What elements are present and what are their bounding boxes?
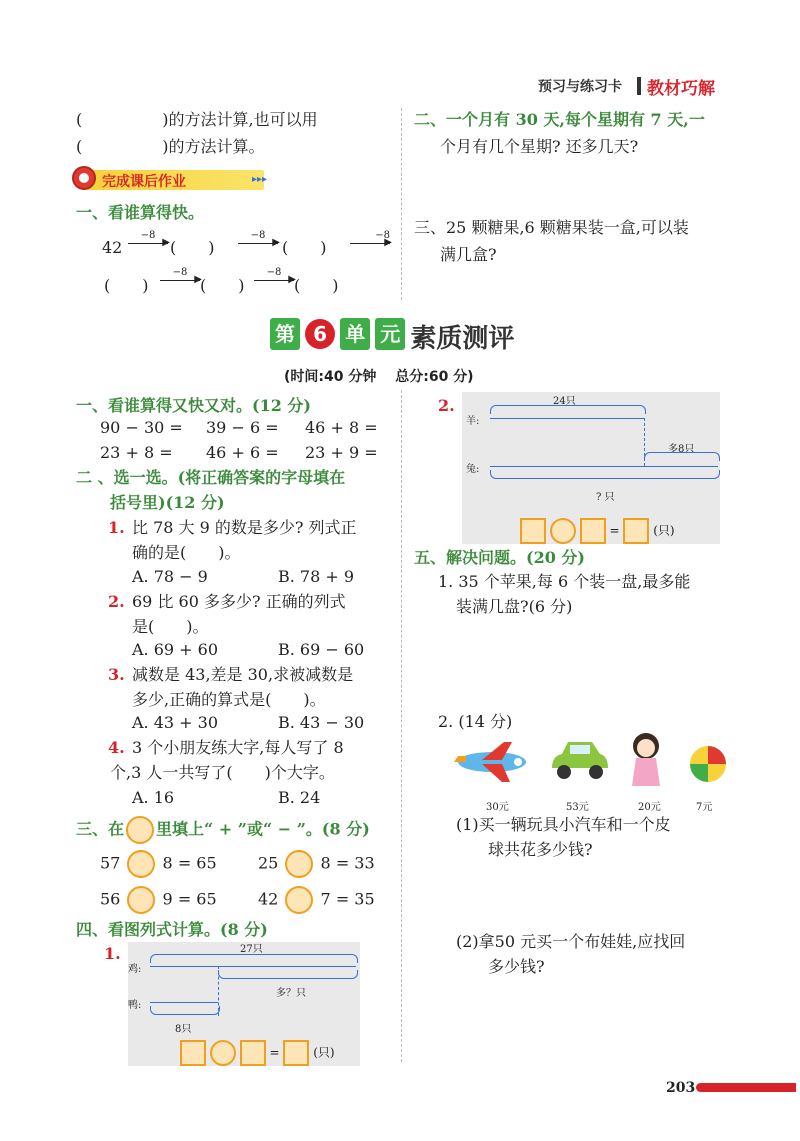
diagram-2-more-brace (644, 452, 720, 461)
diagram-1-duck-bar (150, 1002, 218, 1003)
choice-2-line-2: 是( )。 (132, 617, 209, 636)
choice-2-num: 2. (108, 592, 125, 611)
chain-blank-3: ( ) (104, 276, 149, 295)
toy-car-image (546, 734, 612, 784)
diagram-1-answer: = (只) (180, 1040, 335, 1066)
diagram-2-q: ? 只 (596, 492, 615, 503)
sub-question-1-line-2: 球共花多少钱? (488, 840, 593, 859)
choice-3-num: 3. (108, 665, 125, 684)
calc-2-2: 46 + 6 = (206, 443, 279, 462)
diagram-2-bottom-brace (490, 470, 720, 479)
choice-4-a: A. 16 (132, 788, 175, 807)
diagram-2-num: 2. (438, 396, 455, 415)
choice-2-a: A. 69 + 60 (132, 640, 219, 659)
header-left: 预习与练习卡 (538, 79, 622, 95)
sub-question-1-line-1: (1)买一辆玩具小汽车和一个皮 (456, 815, 671, 834)
q3-line-1: 三、25 颗糖果,6 颗糖果装一盒,可以装 (414, 218, 689, 237)
price-plane: 30元 (486, 802, 509, 813)
diagram-1-more: 多？只 (276, 988, 306, 999)
chain-arrow-4: −8 ▶ (160, 267, 200, 281)
problem-1-line-1: 1. 35 个苹果,每 6 个装一盘,最多能 (438, 572, 691, 591)
choice-4-line-2: 个,3 人一共写了( )个大字。 (110, 763, 335, 782)
diagram-1-chicken: 鸡: (128, 964, 142, 975)
fill-circle-2[interactable] (285, 850, 313, 878)
problem-2-title: 2. (14 分) (438, 712, 513, 731)
column-divider-top (401, 108, 402, 300)
header-divider (637, 77, 641, 95)
unit-title: 素质测评 (410, 324, 515, 354)
unit-suffix-2: 元 (375, 318, 405, 350)
calc-1-3: 46 + 8 = (305, 418, 378, 437)
chain-arrow-2: −8 ▶ (238, 230, 278, 244)
calc-2-3: 23 + 9 = (305, 443, 378, 462)
page-number: 203 (666, 1080, 696, 1096)
choice-3-line-2: 多少,正确的算式是( )。 (132, 690, 326, 709)
choice-1-a: A. 78 − 9 (132, 567, 208, 586)
chain-blank-4: ( ) (200, 276, 245, 295)
chain-arrow-3: −8 ▶ (350, 230, 390, 244)
diagram-1-duck: 鸭: (128, 1000, 142, 1011)
chain-arrow-1: −8 ▶ (128, 230, 168, 244)
price-ball: 7元 (696, 802, 713, 813)
column-divider-bottom (401, 390, 402, 1062)
diagram-2-sheep-bar (490, 418, 644, 419)
chain-blank-2: ( ) (282, 238, 327, 257)
diagram-1-eight: 8只 (175, 1024, 192, 1035)
diagram-1-num: 1. (104, 944, 121, 963)
fill-circle-1[interactable] (127, 850, 155, 878)
arrows-icon: ▸▸▸ (252, 174, 268, 185)
diagram-2-more: 多8只 (668, 444, 695, 455)
title-circle-icon (126, 816, 154, 844)
calc-2-1: 23 + 8 = (100, 443, 173, 462)
choice-2-b: B. 69 − 60 (278, 640, 365, 659)
chain-blank-5: ( ) (294, 276, 339, 295)
section-4-title: 四、看图列式计算。(8 分) (76, 920, 268, 939)
choice-1-b: B. 78 + 9 (278, 567, 355, 586)
answer-box-1[interactable] (180, 1040, 206, 1066)
diagram-2-total: 24只 (553, 396, 576, 407)
calc-1-2: 39 − 6 = (206, 418, 279, 437)
q2-line-2: 个月有几个星期? 还多几天? (440, 137, 639, 156)
diagram-1-chicken-bar (150, 966, 356, 967)
choice-4-b: B. 24 (278, 788, 321, 807)
answer-op-1[interactable] (210, 1040, 236, 1066)
chain-start: 42 (102, 238, 123, 257)
price-doll: 20元 (638, 802, 661, 813)
answer-box-4[interactable] (520, 518, 546, 544)
fill-row-2b: 42 7 = 35 (258, 886, 375, 914)
fill-row-1: 57 8 = 65 (100, 850, 217, 878)
choice-4-num: 4. (108, 738, 125, 757)
q2-line-1: 二、一个月有 30 天,每个星期有 7 天,一 (414, 110, 705, 129)
diagram-2-rabbit-bar (490, 466, 718, 467)
answer-op-2[interactable] (550, 518, 576, 544)
diagram-2-sheep: 羊: (466, 416, 480, 427)
choice-3-line-1: 减数是 43,差是 30,求被减数是 (132, 665, 354, 684)
section-3-title: 三、在 里填上“ + ”或“ − ”。(8 分) (76, 816, 370, 844)
diagram-1-duck-brace (150, 1006, 220, 1015)
fill-row-2: 56 9 = 65 (100, 886, 217, 914)
choice-3-a: A. 43 + 30 (132, 713, 219, 732)
homework-banner (72, 166, 274, 194)
choice-1-line-2: 确的是( )。 (132, 543, 241, 562)
unit-suffix-1: 单 (340, 318, 370, 350)
choice-3-b: B. 43 − 30 (278, 713, 365, 732)
diagram-1-top-brace (150, 954, 358, 963)
toy-plane-image (452, 736, 530, 786)
quick-calc-title: 一、看谁算得快。 (76, 203, 205, 222)
choice-4-line-1: 3 个小朋友练大字,每人写了 8 (132, 738, 344, 757)
homework-title: 完成课后作业 (102, 174, 186, 190)
clock-icon (72, 166, 96, 190)
choice-2-line-1: 69 比 60 多多少? 正确的列式 (132, 592, 346, 611)
choice-1-num: 1. (108, 518, 125, 537)
section-2-title-l2: 括号里)(12 分) (110, 493, 225, 512)
fill-circle-3[interactable] (127, 886, 155, 914)
calc-1-1: 90 − 30 = (100, 418, 183, 437)
method-line-1: ( )的方法计算,也可以用 (76, 110, 318, 129)
header-right: 教材巧解 (647, 79, 715, 99)
answer-box-5[interactable] (580, 518, 606, 544)
answer-box-3[interactable] (283, 1040, 309, 1066)
chain-arrow-5: −8 ▶ (254, 267, 294, 281)
sub-question-2-line-2: 多少钱? (488, 957, 545, 976)
diagram-2-answer: = (只) (520, 518, 675, 544)
choice-1-line-1: 比 78 大 9 的数是多少? 列式正 (132, 518, 357, 537)
sub-question-2-line-1: (2)拿50 元买一个布娃娃,应找回 (456, 932, 686, 951)
unit-subtitle: (时间:40 分钟 总分:60 分) (284, 369, 474, 385)
diagram-2-rabbit: 兔: (466, 464, 480, 475)
problem-1-line-2: 装满几盘?(6 分) (456, 597, 573, 616)
diagram-2-top-brace (490, 405, 646, 414)
diagram-1-more-brace (218, 970, 358, 979)
chain-blank-1: ( ) (170, 238, 215, 257)
unit-prefix: 第 (270, 318, 300, 350)
diagram-1-total: 27只 (240, 944, 263, 955)
section-1-title: 一、看谁算得又快又对。(12 分) (76, 396, 311, 415)
answer-box-2[interactable] (240, 1040, 266, 1066)
section-5-title: 五、解决问题。(20 分) (414, 548, 585, 567)
page-number-bar (696, 1083, 796, 1092)
fill-circle-4[interactable] (285, 886, 313, 914)
fill-row-1b: 25 8 = 33 (258, 850, 375, 878)
answer-box-6[interactable] (623, 518, 649, 544)
q3-line-2: 满几盒? (440, 245, 497, 264)
doll-image (628, 730, 664, 788)
unit-banner (270, 318, 550, 358)
price-car: 53元 (566, 802, 589, 813)
section-2-title-l1: 二 、选一选。(将正确答案的字母填在 (76, 468, 346, 487)
method-line-2: ( )的方法计算。 (76, 137, 265, 156)
ball-image (688, 744, 728, 784)
unit-number: 6 (305, 319, 335, 349)
